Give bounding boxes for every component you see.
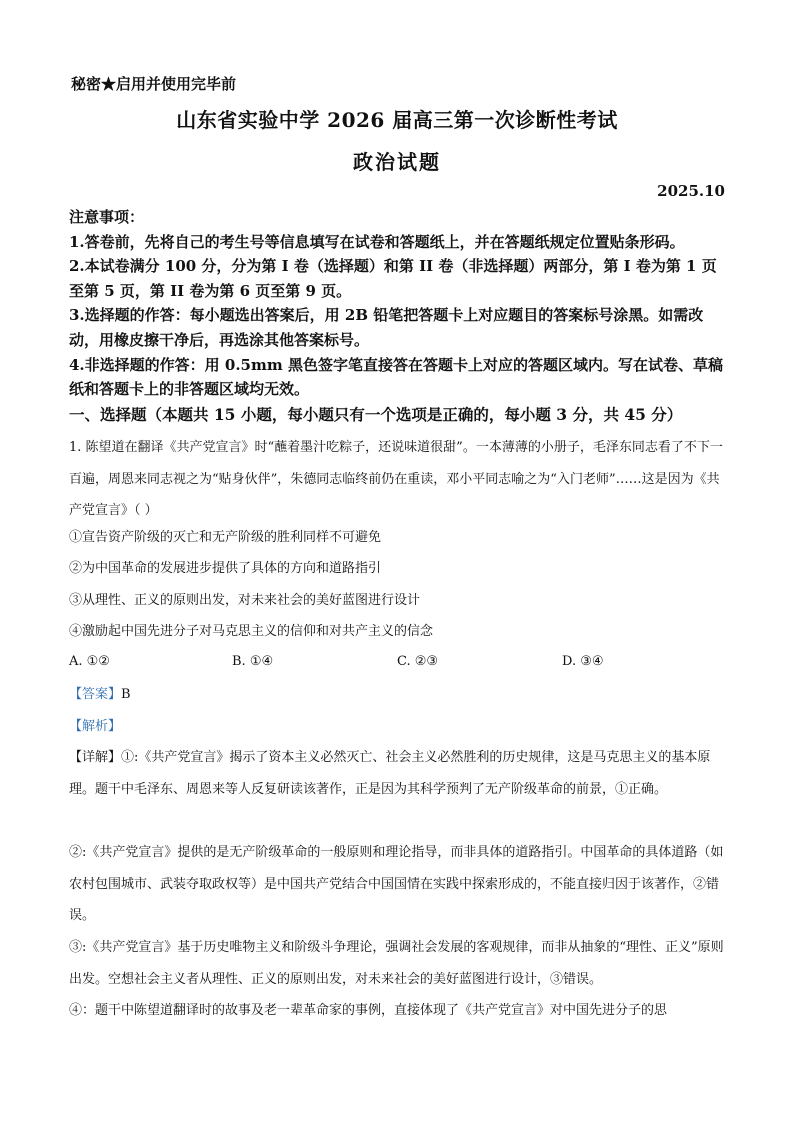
notice-block (69, 205, 729, 402)
secret-label: 秘密★启用并使用完毕前 (71, 75, 237, 93)
notice-heading: 注意事项： (69, 208, 145, 226)
statement-1: ①宣告资产阶级的灭亡和无产阶级的胜利同样不可避免 (69, 530, 382, 545)
analysis-line (69, 711, 729, 743)
answer-value: B (121, 687, 131, 702)
detail-4: ④：题干中陈望道翻译时的故事及老一辈革命家的事例，直接体现了《共产党宣言》对中国先进分子的思 (69, 1003, 668, 1018)
detail-3: ③:《共产党宣言》基于历史唯物主义和阶级斗争理论，强调社会发展的客观规律，而非从抽象的“理性、正义”原则出发。空想社会主义者从理性、正义的原则出发，对未来社会的美好蓝图进行设计，③错误。 (69, 940, 724, 987)
section-title: 一、选择题（本题共 15 小题，每小题只有一个选项是正确的，每小题 3 分，共 45 分） (69, 405, 683, 424)
statement-2: ②为中国革命的发展进步提供了具体的方向和道路指引 (69, 561, 382, 576)
exam-date: 2025.10 (657, 182, 725, 200)
notice-item-4: 4.非选择题的作答：用 0.5mm 黑色签字笔直接答在答题卡上对应的答题区域内。写在试卷、草稿纸和答题卡上的非答题区域均无效。 (69, 355, 723, 399)
detail-2: ②:《共产党宣言》提供的是无产阶级革命的一般原则和理论指导，而非具体的道路指引。中国革命的具体道路（如农村包围城市、武装夺取政权等）是中国共产党结合中国国情在实践中探索形成的，不能直接归因于该著作，②错误。 (69, 845, 724, 923)
choice-c: C. ②③ (397, 654, 439, 669)
exam-title: 山东省实验中学 2026 届高三第一次诊断性考试 (176, 108, 618, 132)
question-1-stem: 1. 陈望道在翻译《共产党宣言》时“蘸着墨汁吃粽子，还说味道很甜”。一本薄薄的小册子，毛泽东同志看了不下一百遍，周恩来同志视之为“贴身伙伴”，朱德同志临终前仍在重读，邓小平同志喻之为“入门老师”……这是因为《共产党宣言》（ ） (69, 440, 723, 518)
analysis-tag: 【解析】 (69, 719, 122, 734)
notice-item-3: 3.选择题的作答：每小题选出答案后，用 2B 铅笔把答题卡上对应题目的答案标号涂黑。如需改动，用橡皮擦干净后，再选涂其他答案标号。 (69, 306, 704, 349)
statement-4: ④激励起中国先进分子对马克思主义的信仰和对共产主义的信念 (69, 624, 434, 639)
exam-subtitle: 政治试题 (353, 150, 441, 174)
choice-b: B. ①④ (232, 654, 274, 669)
answer-line (69, 679, 729, 711)
notice-item-1: 1.答卷前，先将自己的考生号等信息填写在试卷和答题纸上，并在答题纸规定位置贴条形码。 (69, 232, 685, 251)
choice-a: A. ①② (69, 654, 110, 669)
choice-d: D. ③④ (562, 654, 604, 669)
notice-item-2: 2.本试卷满分 100 分，分为第 I 卷（选择题）和第 II 卷（非选择题）两部分，第 I 卷为第 1 页至第 5 页，第 II 卷为第 6 页至第 9 页。 (69, 257, 717, 300)
detail-1-text: ①:《共产党宣言》揭示了资本主义必然灭亡、社会主义必然胜利的历史规律，这是马克思主义的基本原理。题干中毛泽东、周恩来等人反复研读该著作，正是因为其科学预判了无产阶级革命的前景，①正确。 (69, 750, 711, 797)
detail-tag: 【详解】 (69, 750, 122, 765)
detail-1 (69, 742, 729, 805)
statement-3: ③从理性、正义的原则出发，对未来社会的美好蓝图进行设计 (69, 593, 421, 608)
answer-tag: 【答案】 (69, 687, 122, 702)
